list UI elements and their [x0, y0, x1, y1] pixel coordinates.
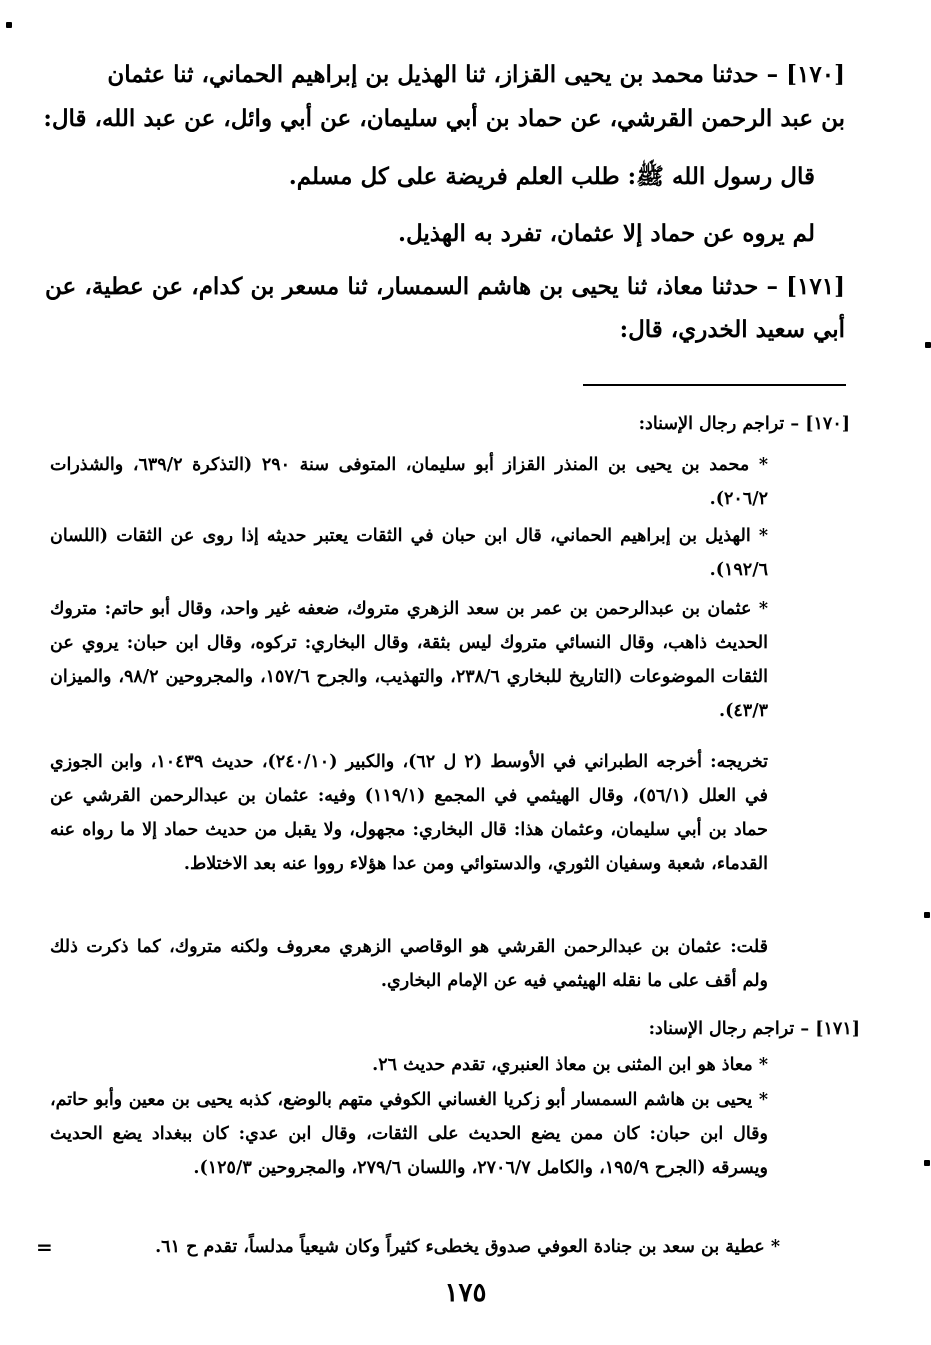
hadith-170-isnad-line-2: بن عبد الرحمن القرشي، عن حماد بن أبي سليمان، عن أبي وائل، عن عبد الله، قال:: [43, 105, 845, 132]
footnote-171-narrator-3: * عطية بن سعد بن جنادة العوفي صدوق يخطىء كثيراً وكان شيعياً مدلساً، تقدم ح ٦١.: [155, 1237, 780, 1257]
footnote-171-narrator-1: * معاذ هو ابن المثنى بن معاذ العنبري، تقدم حديث ٢٦.: [372, 1055, 768, 1075]
hadith-171-isnad: [١٧١] – حدثنا معاذ، ثنا يحيى بن هاشم السمسار، ثنا مسعر بن كدام، عن عطية، عن أبي سعيد الخدري، قال:: [45, 273, 845, 343]
footnote-171-heading: [١٧١] – تراجم رجال الإسناد:: [648, 1019, 860, 1039]
scan-speck: [6, 22, 12, 28]
continuation-mark: =: [36, 1235, 53, 1259]
footnote-171-narrator-2: * يحيى بن هاشم السمسار أبو زكريا الغساني الكوفي متهم بالوضع، كذبه يحيى بن معين وأبو حاتم، وقال ابن حبان: كان ممن يضع الحديث على الثقات، وقال ابن عدي: كان ببغداد يضع الحديث ويسرقه (الجرح ١٩٥/٩، والكامل ٢٧٠٦/٧، واللسان ٢٧٩/٦، والمجروحين ١٢٥/٣).: [50, 1090, 768, 1178]
page-number: ١٧٥: [444, 1278, 487, 1308]
footnote-divider: [583, 384, 846, 386]
scan-speck: [925, 342, 931, 348]
footnote-170-narrator-1: * محمد بن يحيى بن المنذر القزاز أبو سليمان، المتوفى سنة ٢٩٠ (التذكرة ٦٣٩/٢، والشذرات ٢٠٦/٢).: [50, 455, 768, 509]
footnote-170-narrator-2: * الهذيل بن إبراهيم الحماني، قال ابن حبان في الثقات يعتبر حديثه إذا روى عن الثقات (اللسان ١٩٢/٦).: [50, 526, 768, 580]
hadith-170-isnad-line-1: [١٧٠] – حدثنا محمد بن يحيى القزاز، ثنا الهذيل بن إبراهيم الحماني، ثنا عثمان: [107, 61, 845, 88]
hadith-170-remark: لم يروه عن حماد إلا عثمان، تفرد به الهذيل.: [397, 220, 815, 247]
scan-speck: [924, 912, 930, 918]
footnote-170-narrator-3: * عثمان بن عبدالرحمن بن عمر بن سعد الزهري متروك، ضعفه غير واحد، وقال أبو حاتم: متروك الحديث ذاهب، وقال النسائي متروك ليس بثقة، وقال البخاري: تركوه، وقال ابن حبان: يروي عن الثقات الموضوعات (التاريخ للبخاري ٢٣٨/٦، والتهذيب، والجرح ١٥٧/٦، والمجروحين ٩٨/٢، والميزان ٤٣/٣).: [50, 599, 768, 721]
scan-speck: [924, 1160, 930, 1166]
hadith-170-matn: قال رسول الله ﷺ: طلب العلم فريضة على كل مسلم.: [288, 163, 815, 190]
footnote-170-note: قلت: عثمان بن عبدالرحمن القرشي هو الوقاصي الزهري معروف ولكنه متروك، كما ذكرت ذلك ولم أقف على ما نقله الهيثمي فيه عن الإمام البخاري.: [50, 937, 768, 991]
footnote-170-heading: [١٧٠] – تراجم رجال الإسناد:: [638, 414, 850, 434]
footnote-170-takhrij: تخريجه: أخرجه الطبراني في الأوسط (٢ ل ٦٢)، والكبير (٢٤٠/١٠)، حديث ١٠٤٣٩، وابن الجوزي في العلل (٥٦/١)، وقال الهيثمي في المجمع (١١٩/١) وفيه: عثمان بن عبدالرحمن القرشي عن حماد بن أبي سليمان، وعثمان هذا: قال البخاري: مجهول، ولا يقبل من حديث حماد إلا ما رواه عنه القدماء، شعبة وسفيان الثوري، والدستوائي ومن عدا هؤلاء رووا عنه بعد الاختلاط.: [50, 752, 769, 874]
